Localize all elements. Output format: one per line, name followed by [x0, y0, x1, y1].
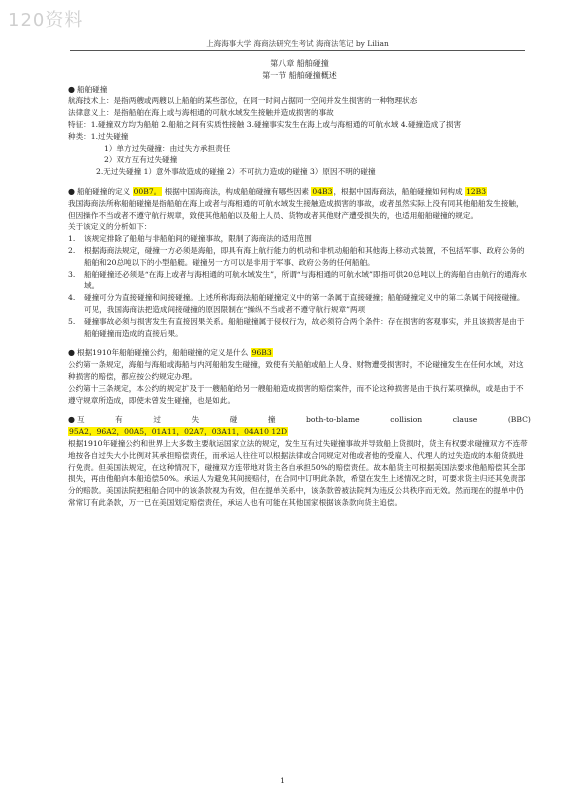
bullet-heading-collision — [68, 84, 531, 96]
list-item — [68, 233, 531, 245]
bullet-heading-definition — [68, 186, 531, 198]
list-text: 该规定排除了船舶与非船舶间的碰撞事故，限制了海商法的适用范围 — [84, 234, 312, 244]
paragraph: 特征：1.碰撞双方均为船舶 2.船舶之间有实质性接触 3.碰撞事实发生在海上或与海相通的可航水域 4.碰撞造成了损害 — [68, 119, 462, 129]
watermark: 120资料 — [8, 10, 84, 31]
bullet-icon: ● — [68, 84, 75, 94]
bullet-icon: ● — [68, 348, 75, 358]
bullet-heading-1910-convention — [68, 347, 531, 359]
running-header: 上海海事大学 海商法研究生考试 海商法笔记 by Lilian — [206, 39, 389, 48]
bullet-text — [77, 347, 273, 359]
bullet-icon: ● — [68, 415, 75, 425]
paragraph: 公约第一条规定，海船与海船或海船与内河船舶发生碰撞，致使有关船舶或船上人身、财物遭受损害时，不论碰撞发生在任何水域，对这种损害的赔偿，都应按公约规定办理。 — [68, 360, 524, 381]
bullet-text — [77, 186, 487, 198]
bullet-text — [77, 414, 531, 426]
exam-code-highlight: 04B3 — [312, 186, 333, 196]
list-number: 1. — [68, 234, 76, 244]
exam-code-highlight: 00B7。 — [133, 186, 162, 196]
bullet-icon: ● — [68, 186, 75, 196]
header-rule — [70, 50, 525, 51]
heading-word: 过 — [153, 415, 161, 425]
exam-code-highlight: 95A2，96A2，00A5，01A11，02A7，03A11，04A10 12D — [69, 427, 288, 437]
heading-word: 互 — [77, 415, 85, 425]
paragraph: 公约第十三条规定，本公约的规定扩及于一艘船舶给另一艘船舶造成损害的赔偿案件，而不论这种损害是由于执行某项操纵，或是由于不遵守规章所造成，即使未曾发生碰撞，也是如此。 — [68, 383, 524, 405]
heading-word: 有 — [115, 415, 123, 425]
heading-word: 碰 — [229, 415, 238, 425]
list-item — [68, 292, 531, 316]
sub-item: 2.无过失碰撞 1）意外事故造成的碰撞 2）不可抗力造成的碰撞 3）原因不明的碰撞 — [96, 167, 376, 177]
section-title: 第一节 船舶碰撞概述 — [262, 70, 337, 80]
paragraph: 法律意义上：是指船舶在海上或与海相通的可航水域发生接触并造成损害的事故 — [68, 108, 334, 118]
sub-item: 2）双方互有过失碰撞 — [104, 155, 178, 165]
question-text: 根据中国海商法，构成船舶碰撞有哪些因素 — [164, 186, 309, 196]
bullet-text: 船舶碰撞 — [77, 84, 108, 94]
question-text: 船舶碰撞的定义 — [77, 186, 131, 196]
exam-code-highlight: 96B3 — [251, 348, 272, 358]
list-item — [68, 245, 531, 269]
heading-word: collision — [390, 415, 423, 425]
bullet-heading-bbc — [68, 414, 531, 426]
page-body — [68, 58, 531, 509]
list-number: 4. — [68, 293, 76, 303]
paragraph: 种类：1.过失碰撞 — [68, 131, 129, 141]
list-text: 船舶碰撞还必须是“在海上或者与海相通的可航水域发生”，所谓“与海相通的可航水域”即指可供20总吨以上的海船自由航行的通海水域。 — [84, 269, 527, 291]
paragraph: 根据1910年碰撞公约和世界上大多数主要航运国家立法的规定，发生互有过失碰撞事故并导致船上货损时，货主有权要求碰撞双方不连带地按各自过失大小比例对其承担赔偿责任，而承运人往往可以根据法律或合同规定对他或者他的受雇人、代理人的过失造成的本船货损进行免责。但美国法规定，在这种情况下，碰撞双方连带地对货主各自承担50%的赔偿责任。故本船货主可根据美国法要求他船赔偿其全部损失，再由他船向本船追偿50%。承运人为避免其间接赔付，在合同中订明此条款，希望在发生上述情况之时，可要求货主归还其免责部分的赔款。美国法院把租船合同中的该条款视为有效，但在提单关系中，该条款曾被法院判为违反公共秩序而无效。然而现在的提单中仍常常订有此条款，万一已在美国划定赔偿责任，承运人也有可能在其他国家根据该条款向货主追偿。 — [68, 438, 528, 507]
list-item — [68, 269, 531, 293]
list-text: 根据海商法规定，碰撞一方必须是海船，即具有海上航行能力的机动和非机动船舶和其他海上移动式装置，不包括军事、政府公务的船舶和20总吨以下的小型船艇。碰撞另一方可以是非用于军事、政府公务的任何船舶。 — [84, 245, 525, 267]
heading-word: 撞 — [267, 415, 276, 425]
paragraph: 我国海商法所称船舶碰撞是指船舶在海上或者与海相通的可航水域发生接触造成损害的事故，或者虽然实际上没有同其他船舶发生接触，但因操作不当或者不遵守航行规章，致使其他船舶以及船上人员、货物或者其他财产遭受损失的，也适用船舶碰撞的规定。 — [68, 198, 524, 220]
list-number: 2. — [68, 245, 76, 255]
list-number: 5. — [68, 316, 76, 326]
list-number: 3. — [68, 269, 76, 279]
heading-word: 失 — [191, 415, 200, 425]
heading-word: both-to-blame — [306, 415, 360, 425]
list-text: 碰撞可分为直接碰撞和间接碰撞。上述所称海商法船舶碰撞定义中的第一条属于直接碰撞；船舶碰撞定义中的第二条属于间接碰撞。可见，我国海商法把造成间接碰撞的原因限制在“操纵不当或者不遵守航行规章”两项 — [84, 293, 525, 314]
paragraph: 关于该定义的分析如下： — [68, 222, 152, 232]
paragraph: 航海技术上：是指两艘或两艘以上船舶的某些部位，在同一时间占据同一空间并发生损害的一种物理状态 — [68, 96, 418, 106]
question-text: 根据1910年船舶碰撞公约，船舶碰撞的定义是什么 — [77, 348, 249, 358]
sub-item: 1）单方过失碰撞：由过失方承担责任 — [104, 143, 231, 153]
heading-word: (BBC) — [507, 415, 531, 425]
list-text: 碰撞事故必须与损害发生有直接因果关系。船舶碰撞属于侵权行为，故必须符合两个条件：存在损害的客观事实，并且该损害是由于船舶碰撞而造成的直接后果。 — [84, 316, 525, 338]
exam-code-highlight: 12B3 — [465, 186, 487, 196]
question-text: ，根据中国海商法，船舶碰撞如何构成 — [333, 186, 463, 196]
heading-word: clause — [452, 415, 478, 425]
list-item — [68, 316, 531, 340]
page-number: 1 — [280, 776, 285, 785]
chapter-title: 第八章 船舶碰撞 — [270, 59, 329, 68]
